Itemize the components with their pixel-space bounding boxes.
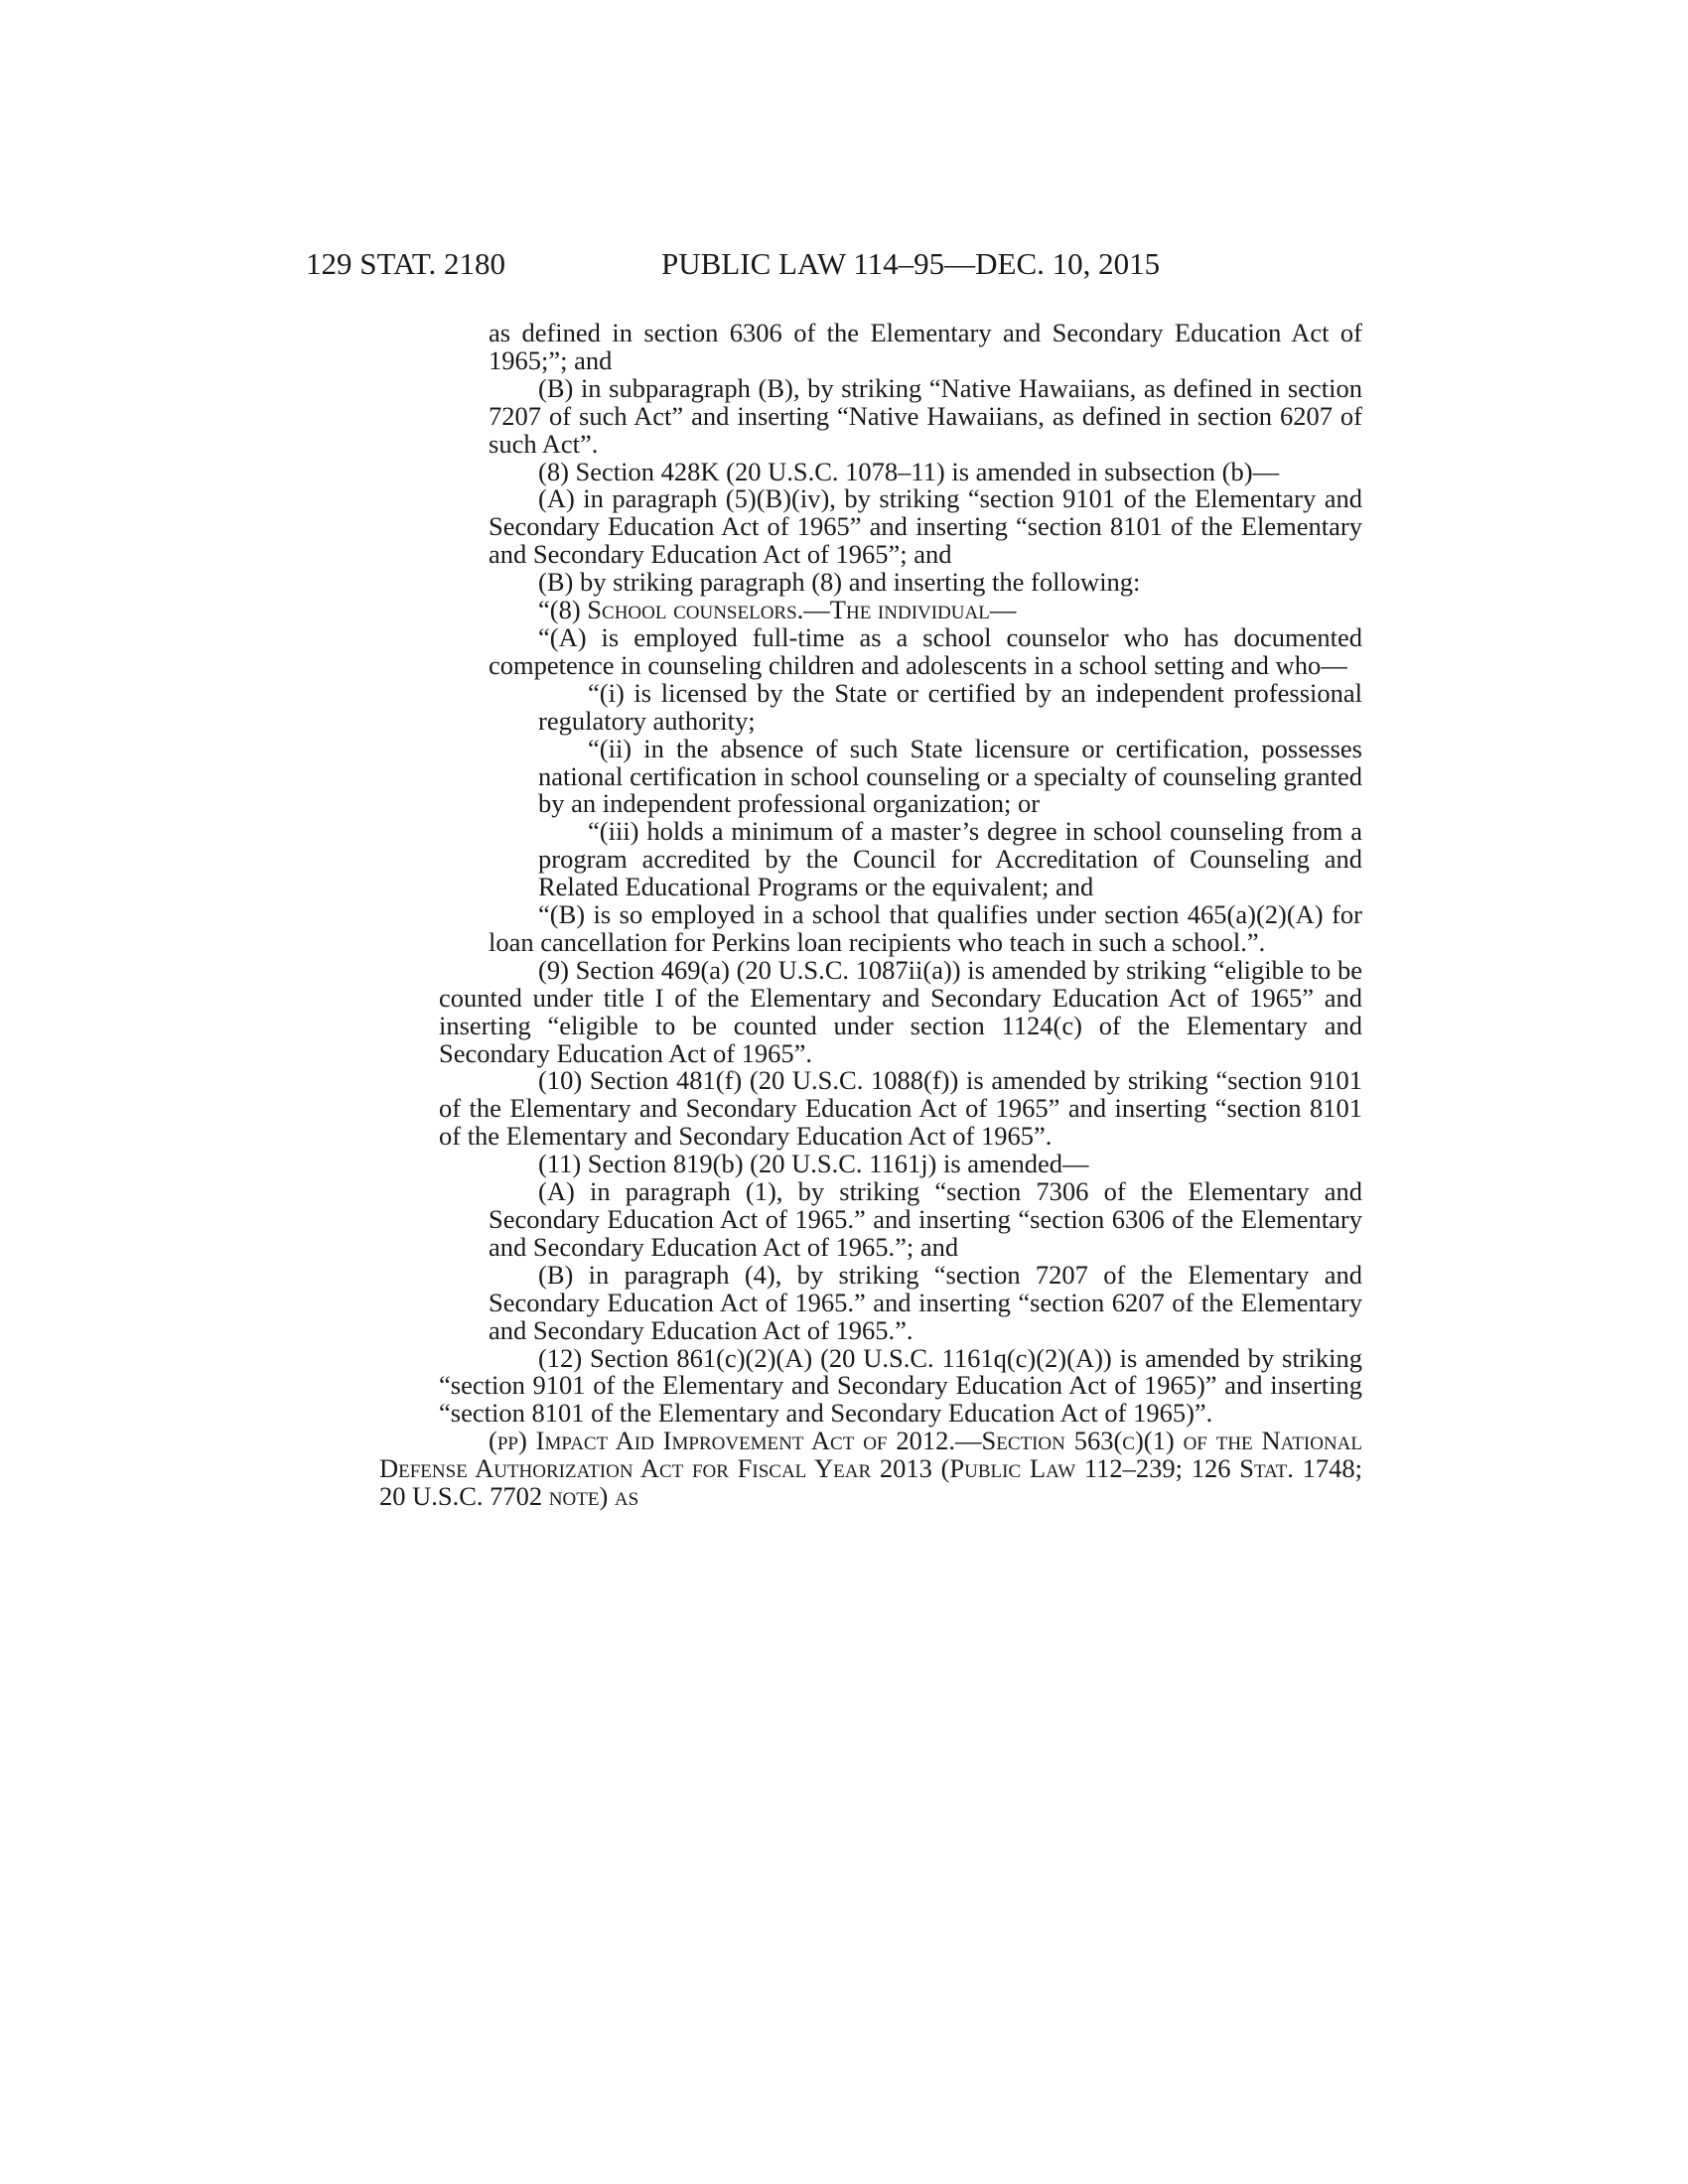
stat-reference: 129 STAT. 2180 <box>306 246 506 281</box>
paragraph: (9) Section 469(a) (20 U.S.C. 1087ii(a)) is amended by striking “eligible to be counted under title I of the Elementary and Secondary Education Act of 1965” and inserting “eligible to be counted under section 1124(c) of the Elementary and Secondary Education Act of 1965”. <box>439 954 1362 1068</box>
paragraph: (11) Section 819(b) (20 U.S.C. 1161j) is amended— <box>538 1149 1089 1179</box>
paragraph: “(ii) in the absence of such State licensure or certification, possesses national certification in school counseling or a specialty of counseling granted by an independent professional organization; or <box>538 733 1362 819</box>
law-title: PUBLIC LAW 114–95—DEC. 10, 2015 <box>661 246 1161 281</box>
paragraph: “(A) is employed full-time as a school counselor who has documented competence in counseling children and adolescents in a school setting and who— <box>489 621 1362 680</box>
paragraph-impact-aid: (pp) Impact Aid Improvement Act of 2012.—Section 563(c)(1) of the National Defense Authorization Act for Fiscal Year 2013 (Public Law 112–239; 126 Stat. 1748; 20 U.S.C. 7702 note) as <box>379 1426 1362 1512</box>
paragraph: (B) by striking paragraph (8) and inserting the following: <box>538 567 1141 598</box>
paragraph: “(B) is so employed in a school that qualifies under section 465(a)(2)(A) for loan cancellation for Perkins loan recipients who teach in such a school.”. <box>489 899 1362 957</box>
paragraph: “(i) is licensed by the State or certified by an independent professional regulatory authority; <box>538 677 1362 736</box>
paragraph: (12) Section 861(c)(2)(A) (20 U.S.C. 1161q(c)(2)(A)) is amended by striking “section 9101 of the Elementary and Secondary Education Act of 1965)” and inserting “section 8101 of the Elementary and Secondary Education Act of 1965)”. <box>439 1342 1362 1429</box>
paragraph: (A) in paragraph (1), by striking “section 7306 of the Elementary and Secondary Education Act of 1965.” and inserting “section 6306 of the Elementary and Secondary Education Act of 1965.”; and <box>489 1176 1362 1262</box>
paragraph: (A) in paragraph (5)(B)(iv), by striking “section 9101 of the Elementary and Secondary Education Act of 1965” and inserting “section 8101 of the Elementary and Secondary Education Act of 1965”; and <box>489 483 1362 570</box>
paragraph: “(iii) holds a minimum of a master’s degree in school counseling from a program accredited by the Council for Accreditation of Counseling and Related Educational Programs or the equivalent; and <box>538 816 1362 902</box>
paragraph: (10) Section 481(f) (20 U.S.C. 1088(f)) is amended by striking “section 9101 of the Elementary and Secondary Education Act of 1965” and inserting “section 8101 of the Elementary and Secondary Education Act of 1965”. <box>439 1065 1362 1152</box>
paragraph-school-counselors: “(8) School counselors.—The individual— <box>538 595 1017 625</box>
document-body <box>379 318 1362 1512</box>
page-header <box>0 246 1688 286</box>
paragraph: (8) Section 428K (20 U.S.C. 1078–11) is amended in subsection (b)— <box>538 456 1280 486</box>
paragraph: (B) in subparagraph (B), by striking “Native Hawaiians, as defined in section 7207 of such Act” and inserting “Native Hawaiians, as defined in section 6207 of such Act”. <box>489 372 1362 459</box>
paragraph: as defined in section 6306 of the Elementary and Secondary Education Act of 1965;”; and <box>489 318 1362 375</box>
paragraph: (B) in paragraph (4), by striking “section 7207 of the Elementary and Secondary Education Act of 1965.” and inserting “section 6207 of the Elementary and Secondary Education Act of 1965.”. <box>489 1259 1362 1345</box>
